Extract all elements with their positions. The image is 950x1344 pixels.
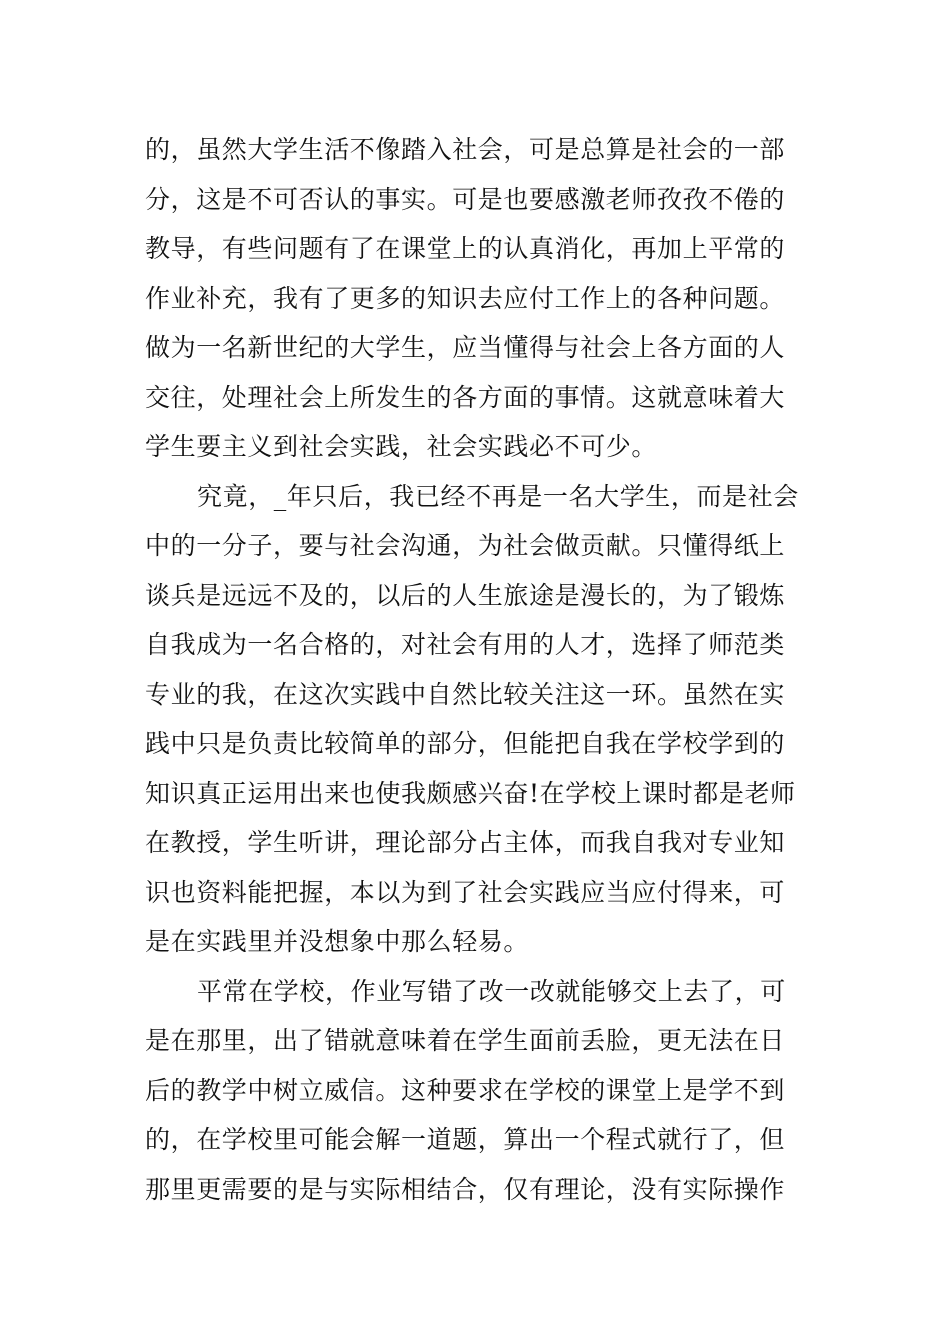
text-line: 作业补充，我有了更多的知识去应付工作上的各种问题。 <box>145 283 786 313</box>
text-line: 做为一名新世纪的大学生，应当懂得与社会上各方面的人 <box>145 333 786 362</box>
text-line: 中的一分子，要与社会沟通，为社会做贡献。只懂得纸上 <box>145 531 786 560</box>
text-line: 识也资料能把握，本以为到了社会实践应当应付得来，可 <box>145 877 786 907</box>
text-line: 的，虽然大学生活不像踏入社会，可是总算是社会的一部 <box>145 135 786 164</box>
body-text <box>145 125 810 1214</box>
text-line: 是在实践里并没想象中那么轻易。 <box>145 927 530 956</box>
text-line: 后的教学中树立威信。这种要求在学校的课堂上是学不到 <box>145 1075 786 1105</box>
text-line: 的，在学校里可能会解一道题，算出一个程式就行了，但 <box>145 1125 786 1154</box>
text-line: 分，这是不可否认的事实。可是也要感激老师孜孜不倦的 <box>145 184 786 214</box>
text-line: 是在那里，出了错就意味着在学生面前丢脸，更无法在日 <box>145 1026 786 1055</box>
text-line: 在教授，学生听讲，理论部分占主体，而我自我对专业知 <box>145 828 786 857</box>
text-line: 知识真正运用出来也使我颇感兴奋!在学校上课时都是老师 <box>145 778 796 808</box>
text-line: 谈兵是远远不及的，以后的人生旅途是漫长的，为了锻炼 <box>145 580 786 610</box>
paragraph-1 <box>145 125 810 472</box>
text-line: 学生要主义到社会实践，社会实践必不可少。 <box>145 432 658 461</box>
text-line: 专业的我，在这次实践中自然比较关注这一环。虽然在实 <box>145 679 786 709</box>
paragraph-2 <box>145 472 810 967</box>
text-line: 那里更需要的是与实际相结合，仅有理论，没有实际操作 <box>145 1174 786 1204</box>
text-line: 践中只是负责比较简单的部分，但能把自我在学校学到的 <box>145 729 786 758</box>
paragraph-3 <box>145 967 810 1215</box>
text-line: 自我成为一名合格的，对社会有用的人才，选择了师范类 <box>145 630 786 659</box>
text-line: 教导，有些问题有了在课堂上的认真消化，再加上平常的 <box>145 234 786 263</box>
text-line: 究竟，_年只后，我已经不再是一名大学生，而是社会 <box>197 481 799 511</box>
text-line: 平常在学校，作业写错了改一改就能够交上去了，可 <box>197 976 786 1006</box>
text-line: 交往，处理社会上所发生的各方面的事情。这就意味着大 <box>145 382 786 412</box>
